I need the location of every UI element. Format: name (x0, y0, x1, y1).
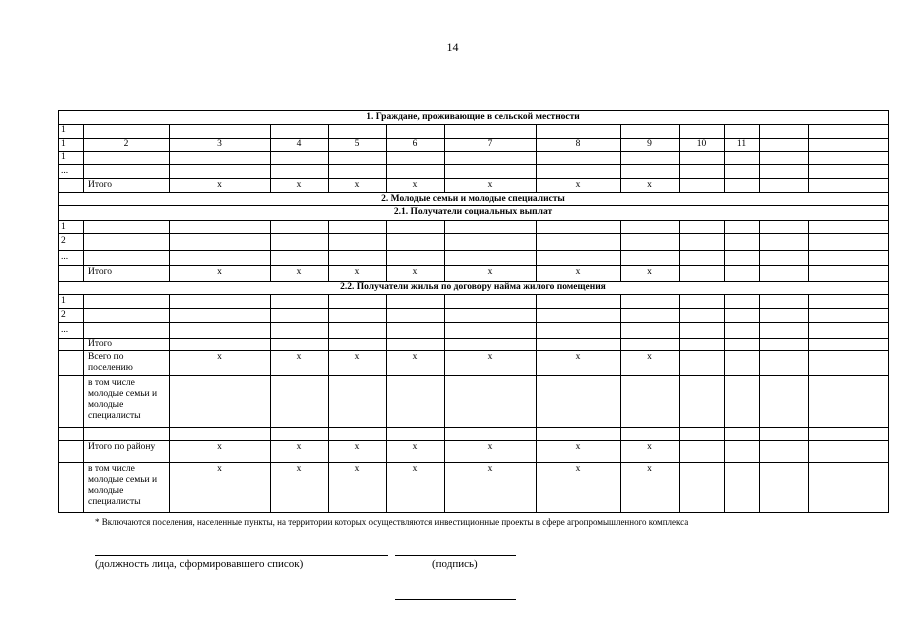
table-row-rule (58, 178, 888, 179)
row-number: 2 (61, 310, 66, 320)
table-row-rule (58, 375, 888, 376)
signature-line (395, 555, 516, 556)
table-border-top (58, 110, 888, 111)
table-row-rule (58, 124, 888, 125)
table-col-rule (83, 294, 84, 512)
row-label-itogo: Итого (88, 267, 113, 277)
table-col-rule (759, 124, 760, 192)
column-number: 9 (647, 139, 652, 149)
position-label: (должность лица, сформировавшего список) (95, 558, 304, 570)
mark-x: х (217, 180, 222, 190)
mark-x: х (296, 352, 302, 362)
mark-x: х (296, 464, 302, 474)
table-row-rule (58, 322, 888, 323)
table-row-rule (58, 265, 888, 266)
mark-x: х (412, 442, 418, 452)
row-label-v-tom-chisle: в том числе молодые семьи и молодые специалисты (88, 464, 158, 507)
signature-label: (подпись) (432, 558, 478, 570)
mark-x: х (575, 267, 581, 277)
mark-x: х (487, 352, 493, 362)
mark-x: х (354, 442, 360, 452)
table-col-rule (536, 294, 537, 512)
column-number: 6 (412, 139, 418, 149)
table-col-rule (83, 124, 84, 192)
table-col-rule (724, 220, 725, 281)
column-number: 3 (217, 139, 222, 149)
table-col-rule (808, 124, 809, 192)
table-col-rule (724, 294, 725, 512)
column-number: 8 (575, 139, 581, 149)
mark-x: х (217, 464, 222, 474)
mark-x: х (354, 267, 360, 277)
mark-x: х (487, 267, 493, 277)
mark-x: х (487, 180, 493, 190)
row-label-vsego-po-poseleniyu: Всего по поселению (88, 352, 133, 373)
column-number: 5 (354, 139, 360, 149)
table-col-rule (270, 294, 271, 512)
column-number: 11 (736, 139, 747, 149)
table-col-rule (724, 124, 725, 192)
table-row-rule (58, 220, 888, 221)
mark-x: х (412, 464, 418, 474)
table-border-right (888, 110, 889, 513)
table-row-rule (58, 192, 888, 193)
table-col-rule (679, 294, 680, 512)
mark-x: х (217, 442, 222, 452)
mark-x: х (296, 267, 302, 277)
table-col-rule (759, 220, 760, 281)
mark-x: х (296, 180, 302, 190)
table-row-rule (58, 205, 888, 206)
row-number: 1 (61, 222, 66, 232)
mark-x: х (354, 352, 360, 362)
table-row-rule (58, 151, 888, 152)
table-col-rule (386, 294, 387, 512)
row-number: 1 (61, 152, 66, 162)
table-border-bottom (58, 512, 888, 513)
mark-x: х (647, 464, 652, 474)
row-ellipsis: ... (61, 325, 69, 335)
mark-x: х (354, 180, 360, 190)
mark-x: х (647, 442, 652, 452)
mark-x: х (647, 180, 652, 190)
table-col-rule (759, 294, 760, 512)
section-2-title: 2. Молодые семьи и молодые специалисты (381, 194, 565, 204)
table-row-rule (58, 338, 888, 339)
row-number: 1 (61, 296, 66, 306)
table-col-rule (620, 294, 621, 512)
row-number: 1 (61, 125, 66, 135)
mark-x: х (296, 442, 302, 452)
mark-x: х (217, 267, 222, 277)
table-col-rule (444, 294, 445, 512)
table-col-rule (328, 294, 329, 512)
mark-x: х (575, 442, 581, 452)
row-ellipsis: ... (61, 166, 69, 176)
section-1-title: 1. Граждане, проживающие в сельской местности (366, 112, 580, 122)
column-number: 10 (696, 139, 707, 149)
column-number: 2 (123, 139, 129, 149)
row-label-v-tom-chisle: в том числе молодые семьи и молодые специалисты (88, 378, 158, 421)
mark-x: х (412, 180, 418, 190)
row-label-itogo: Итого (88, 339, 113, 349)
table-col-rule (679, 124, 680, 192)
table-row-rule (58, 427, 888, 428)
mark-x: х (487, 442, 493, 452)
table-row-rule (58, 250, 888, 251)
table-row-rule (58, 440, 888, 441)
row-number: 2 (61, 236, 66, 246)
table-col-rule (808, 294, 809, 512)
table-border-left (58, 110, 59, 512)
table-col-rule (808, 220, 809, 281)
page-number: 14 (446, 40, 459, 54)
mark-x: х (575, 352, 581, 362)
section-2-2-title: 2.2. Получатели жилья по договору найма жилого помещения (340, 282, 606, 292)
table-col-rule (169, 294, 170, 512)
footnote: * Включаются поселения, населенные пункты, на территории которых осуществляются инвестиционные проекты в сфере агропромышленного комплекса (95, 517, 689, 527)
table-row-rule (58, 233, 888, 234)
table-row-rule (58, 462, 888, 463)
mark-x: х (575, 180, 581, 190)
position-signature-line (95, 555, 388, 556)
mark-x: х (487, 464, 493, 474)
column-number: 1 (61, 139, 66, 149)
data-table (58, 110, 888, 512)
table-col-rule (679, 220, 680, 281)
mark-x: х (647, 352, 652, 362)
row-label-itogo: Итого (88, 180, 113, 190)
table-row-rule (58, 350, 888, 351)
row-ellipsis: ... (61, 252, 69, 262)
table-row-rule (58, 164, 888, 165)
mark-x: х (647, 267, 652, 277)
mark-x: х (354, 464, 360, 474)
mark-x: х (575, 464, 581, 474)
mark-x: х (217, 352, 222, 362)
column-number: 4 (296, 139, 302, 149)
table-col-rule (83, 220, 84, 281)
table-row-rule (58, 308, 888, 309)
column-number: 7 (487, 139, 493, 149)
table-row-rule (58, 294, 888, 295)
section-2-1-title: 2.1. Получатели социальных выплат (393, 207, 553, 217)
row-label-itogo-po-rayonu: Итого по району (88, 442, 156, 452)
date-line (395, 599, 516, 600)
mark-x: х (412, 352, 418, 362)
mark-x: х (412, 267, 418, 277)
